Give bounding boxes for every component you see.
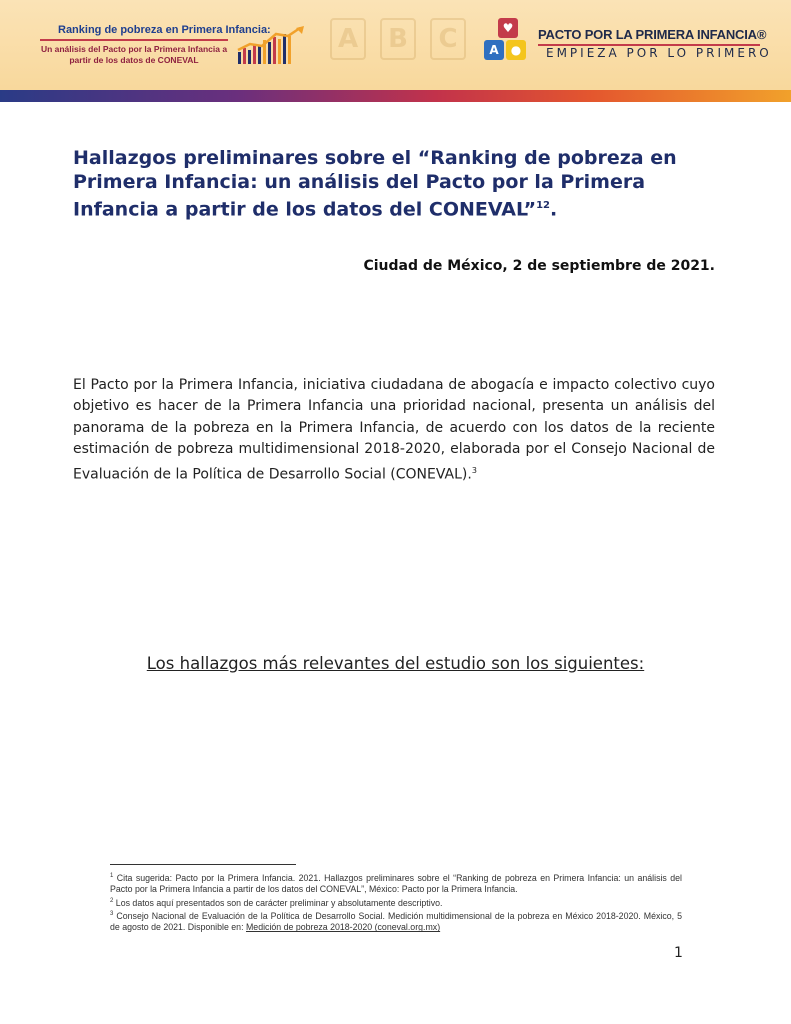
bar-chart-icon (236, 26, 308, 66)
footnote-number: 3 (110, 911, 114, 918)
footnote-divider (110, 864, 296, 865)
footnote-number: 1 (110, 873, 114, 879)
footnote-1 (110, 871, 682, 896)
title-end: . (549, 198, 558, 221)
page-title (73, 146, 713, 221)
header-color-stripe (0, 90, 791, 102)
intro-paragraph (73, 375, 715, 486)
findings-heading: Los hallazgos más relevantes del estudio son los siguientes: (146, 654, 645, 673)
letter-block: A (484, 40, 504, 60)
footnote-text: Los datos aquí presentados son de carácter preliminar y absolutamente descriptivo. (115, 897, 443, 908)
watermark-letter-block: C (430, 18, 466, 60)
apple-icon: ● (506, 40, 526, 60)
footnote-text: Consejo Nacional de Evaluación de la Política de Desarrollo Social. Medición multidimensional de la pobreza en México 2018-2020. México, 5 de agosto de 2021. Disponible en: (110, 910, 682, 933)
title-text: Hallazgos preliminares sobre el “Ranking de pobreza en Primera Infancia: un análisis del Pacto por la Primera Infancia a partir de los datos del CONEVAL” (73, 147, 677, 221)
footnotes (110, 871, 682, 934)
footnote-ref: 12 (536, 200, 550, 211)
footnote-ref: 3 (471, 466, 477, 476)
footnote-number: 2 (110, 897, 114, 904)
coneval-link[interactable]: Medición de pobreza 2018-2020 (coneval.org.mx) (245, 922, 441, 933)
logo-tagline: EMPIEZA POR LO PRIMERO (546, 46, 772, 60)
logo-title: PACTO POR LA PRIMERA INFANCIA® (538, 27, 767, 42)
page-header (0, 0, 791, 90)
header-doc-subtitle: Un análisis del Pacto por la Primera Infancia a partir de los datos de CONEVAL (40, 44, 228, 65)
footnote-3 (110, 909, 682, 934)
watermark-letter-block: B (380, 18, 416, 60)
footnote-2 (110, 896, 682, 909)
header-divider (40, 39, 228, 41)
footnote-text: Cita sugerida: Pacto por la Primera Infancia. 2021. Hallazgos preliminares sobre el “Ranking de pobreza en Primera Infancia: un análisis del Pacto por la Primera Infancia a partir de los datos del CONEVAL”, México: Pacto por la Primera Infancia. (110, 872, 682, 895)
dateline: Ciudad de México, 2 de septiembre de 2021. (363, 258, 715, 274)
pacto-logo-blocks (484, 18, 532, 64)
intro-text: El Pacto por la Primera Infancia, iniciativa ciudadana de abogacía e impacto colectivo cuyo objetivo es hacer de la Primera Infancia una prioridad nacional, presenta un análisis del panorama de la pobreza en la Primera Infancia, de acuerdo con los datos de la reciente estimación de pobreza multidimensional 2018-2020, elaborada por el Consejo Nacional de Evaluación de la Política de Desarrollo Social (CONEVAL). (73, 377, 715, 483)
heart-icon: ♥ (498, 18, 518, 38)
watermark-letter-block: A (330, 18, 366, 60)
page-number: 1 (674, 945, 683, 961)
header-doc-title: Ranking de pobreza en Primera Infancia: (58, 24, 271, 36)
